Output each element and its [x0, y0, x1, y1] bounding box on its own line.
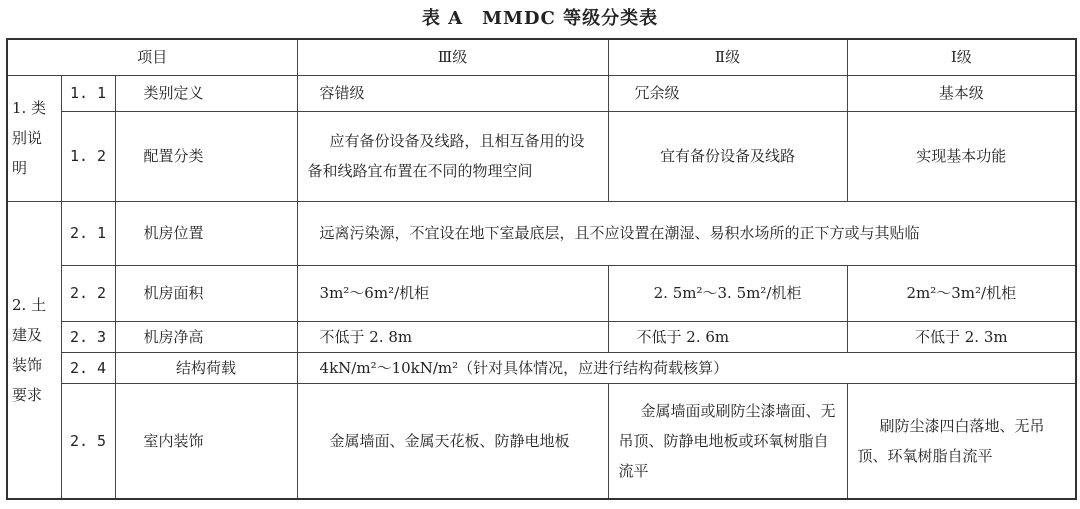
header-item: 项目	[7, 39, 297, 75]
table-row	[7, 321, 1076, 352]
header-level-3: Ⅲ级	[297, 39, 608, 75]
row-number: 2. 5	[61, 383, 115, 499]
header-level-1: Ⅰ级	[847, 39, 1076, 75]
row-name: 结构荷载	[115, 352, 297, 383]
cell-level-2: 宜有备份设备及线路	[608, 111, 847, 201]
row-number: 2. 2	[61, 265, 115, 321]
cell-level-2: 冗余级	[608, 75, 847, 111]
cell-level-3: 不低于 2. 8m	[297, 321, 608, 352]
row-name: 室内装饰	[115, 383, 297, 499]
table-row	[7, 201, 1076, 265]
merged-cell: 远离污染源，不宜设在地下室最底层，且不应设置在潮湿、易积水场所的正下方或与其贴临	[297, 201, 1076, 265]
merged-cell: 4kN/m²～10kN/m²（针对具体情况，应进行结构荷载核算）	[297, 352, 1076, 383]
row-number: 2. 3	[61, 321, 115, 352]
table-row	[7, 383, 1076, 499]
cell-level-1: 2m²～3m²/机柜	[847, 265, 1076, 321]
cell-level-3: 3m²～6m²/机柜	[297, 265, 608, 321]
cell-level-1: 基本级	[847, 75, 1076, 111]
row-name: 类别定义	[115, 75, 297, 111]
row-number: 2. 4	[61, 352, 115, 383]
table-row	[7, 75, 1076, 111]
row-name: 配置分类	[115, 111, 297, 201]
cell-level-2: 金属墙面或刷防尘漆墙面、无吊顶、防静电地板或环氧树脂自流平	[608, 383, 847, 499]
row-number: 1. 2	[61, 111, 115, 201]
table-row	[7, 265, 1076, 321]
cell-level-1: 刷防尘漆四白落地、无吊顶、环氧树脂自流平	[847, 383, 1076, 499]
cell-level-1: 不低于 2. 3m	[847, 321, 1076, 352]
row-name: 机房面积	[115, 265, 297, 321]
row-name: 机房净高	[115, 321, 297, 352]
group-label-1: 1. 类别说明	[7, 75, 61, 201]
cell-level-3: 容错级	[297, 75, 608, 111]
cell-level-2: 不低于 2. 6m	[608, 321, 847, 352]
cell-level-2: 2. 5m²～3. 5m²/机柜	[608, 265, 847, 321]
row-name: 机房位置	[115, 201, 297, 265]
group-label-2: 2. 土建及装饰要求	[7, 201, 61, 499]
cell-level-1: 实现基本功能	[847, 111, 1076, 201]
row-number: 1. 1	[61, 75, 115, 111]
cell-level-3: 金属墙面、金属天花板、防静电地板	[297, 383, 608, 499]
table-title: 表 A MMDC 等级分类表	[421, 8, 659, 29]
header-row	[7, 39, 1076, 75]
header-level-2: Ⅱ级	[608, 39, 847, 75]
table-row	[7, 111, 1076, 201]
cell-level-3: 应有备份设备及线路，且相互备用的设备和线路宜布置在不同的物理空间	[297, 111, 608, 201]
classification-table	[6, 38, 1077, 500]
table-row	[7, 352, 1076, 383]
row-number: 2. 1	[61, 201, 115, 265]
